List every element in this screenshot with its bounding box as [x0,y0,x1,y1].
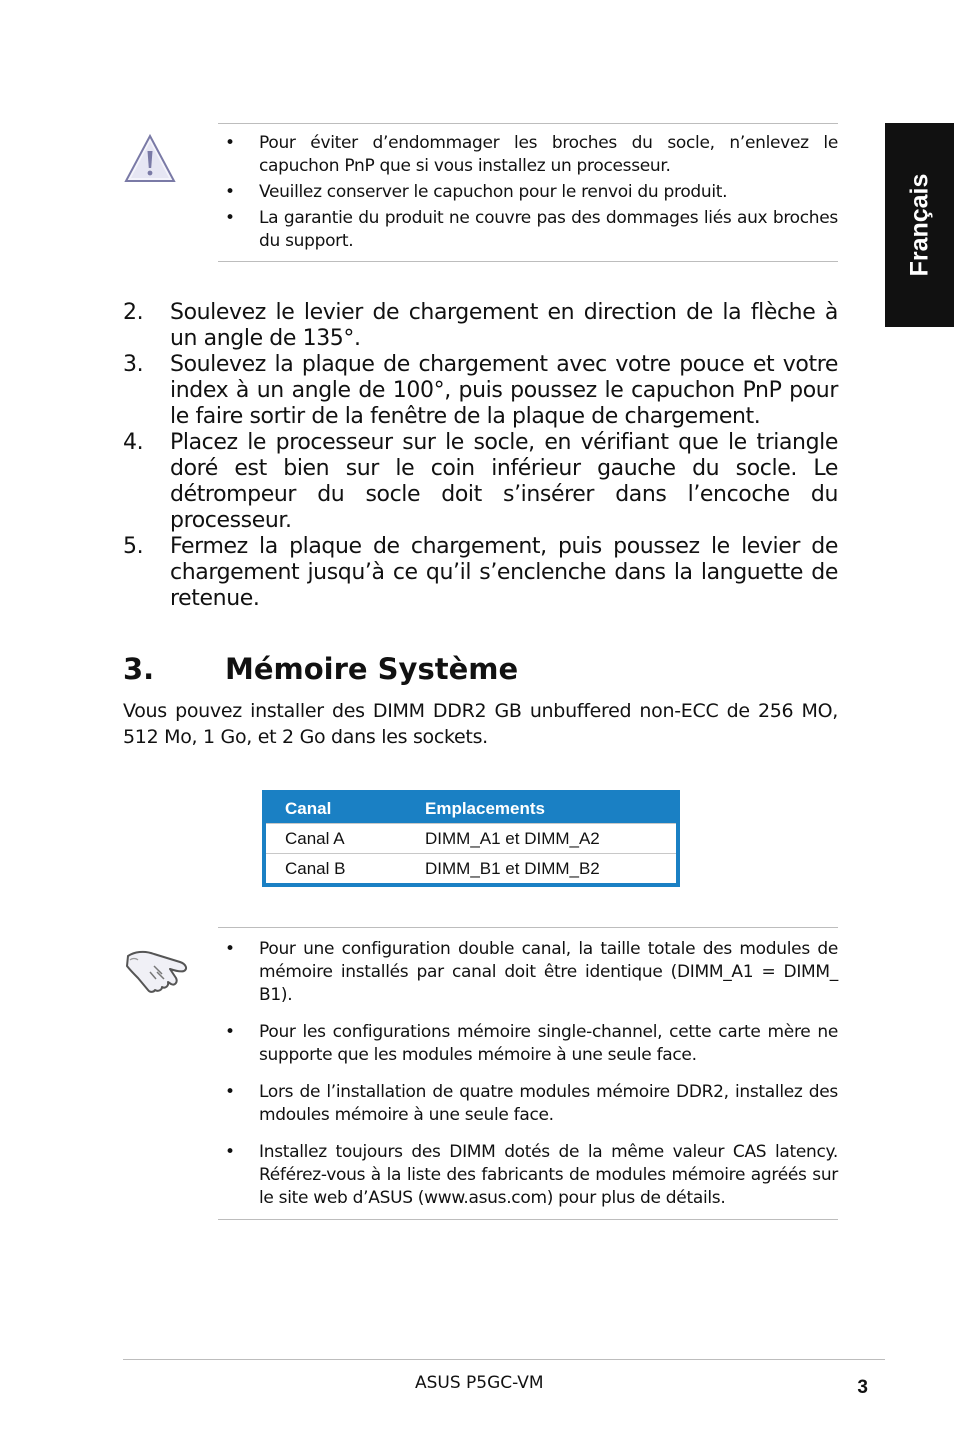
installation-steps [123,300,838,612]
step-item [123,534,838,612]
page-number: 3 [857,1377,868,1398]
note-item: • Pour une configuration double canal, la taille totale des modules de mémoire installés par canal doit être identique (DIMM_A1 = DIMM_ B1). [218,938,838,1007]
step-item [123,300,838,352]
section-number: 3. [123,652,155,686]
table-cell: Canal B [264,854,425,886]
step-number: 3. [123,352,144,377]
note-box [218,927,838,1220]
language-tab-label: Français [905,173,933,277]
table-cell: Canal A [264,824,425,854]
caution-item: • Veuillez conserver le capuchon pour le renvoi du produit. [218,181,838,204]
section-heading [123,652,518,686]
footer-model: ASUS P5GC-VM [415,1373,544,1393]
step-item [123,352,838,430]
table-header-row [264,792,678,824]
note-item: • Lors de l’installation de quatre modules mémoire DDR2, installez des mdoules mémoire à une seule face. [218,1081,838,1127]
column-header-emplacements: Emplacements [425,792,678,824]
step-number: 5. [123,534,144,559]
caution-item: • La garantie du produit ne couvre pas des dommages liés aux broches du support. [218,207,838,253]
step-number: 2. [123,300,144,325]
step-item [123,430,838,534]
language-tab [885,123,954,327]
step-text: Fermez la plaque de chargement, puis poussez le levier de chargement jusqu’à ce qu’il s’enclenche dans la languette de retenue. [170,534,838,611]
step-text: Placez le processeur sur le socle, en vérifiant que le triangle doré est bien sur le coin inférieur gauche du socle. Le détrompeur du socle doit s’insérer dans l’encoche du processeur. [170,430,838,533]
note-item: • Installez toujours des DIMM dotés de la même valeur CAS latency. Référez-vous à la liste des fabricants de modules mémoire agréés sur le site web d’ASUS (www.asus.com) pour plus de détails. [218,1141,838,1210]
table-cell: DIMM_B1 et DIMM_B2 [425,854,678,886]
step-text: Soulevez la plaque de chargement avec votre pouce et votre index à un angle de 100°, puis poussez le capuchon PnP pour le faire sortir de la fenêtre de la plaque de chargement. [170,352,838,429]
table-row [264,824,678,854]
step-text: Soulevez le levier de chargement en direction de la flèche à un angle de 135°. [170,300,838,351]
section-intro: Vous pouvez installer des DIMM DDR2 GB unbuffered non-ECC de 256 MO, 512 Mo, 1 Go, et 2 Go dans les sockets. [123,700,838,748]
footer-divider [123,1359,885,1360]
warning-triangle-icon [123,131,177,185]
caution-box [218,123,838,262]
memory-channel-table [262,790,680,887]
section-title: Mémoire Système [225,652,519,686]
caution-item: • Pour éviter d’endommager les broches du socle, n’enlevez le capuchon PnP que si vous installez un processeur. [218,132,838,178]
pointing-hand-icon [124,942,194,994]
table-row [264,854,678,886]
column-header-canal: Canal [264,792,425,824]
note-item: • Pour les configurations mémoire single-channel, cette carte mère ne supporte que les modules mémoire à une seule face. [218,1021,838,1067]
step-number: 4. [123,430,144,455]
table-cell: DIMM_A1 et DIMM_A2 [425,824,678,854]
